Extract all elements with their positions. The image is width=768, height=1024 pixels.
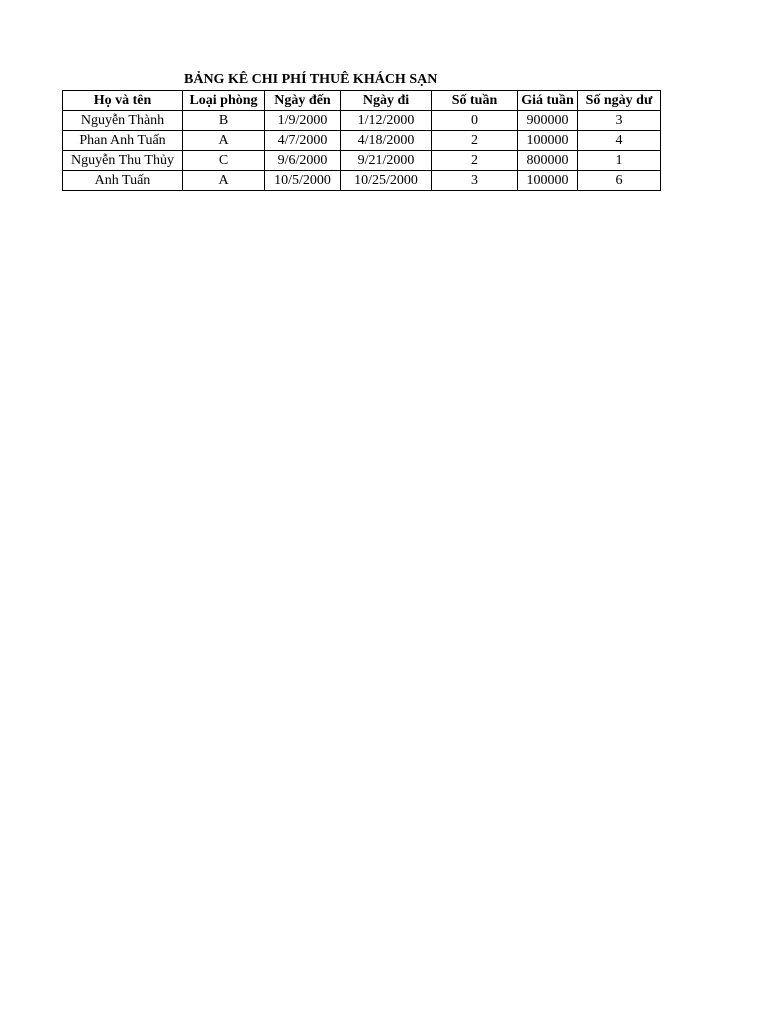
cell-departure-date: 1/12/2000 xyxy=(341,111,432,131)
cell-departure-date: 10/25/2000 xyxy=(341,171,432,191)
cell-weeks: 3 xyxy=(432,171,518,191)
cell-arrival-date: 10/5/2000 xyxy=(265,171,341,191)
cell-extra-days: 6 xyxy=(578,171,661,191)
cell-name: Nguyễn Thu Thủy xyxy=(63,151,183,171)
header-cell-weeks: Số tuần xyxy=(432,91,518,111)
cell-weekly-price: 100000 xyxy=(518,171,578,191)
header-cell-room-type: Loại phòng xyxy=(183,91,265,111)
cell-extra-days: 4 xyxy=(578,131,661,151)
cell-room-type: A xyxy=(183,131,265,151)
header-cell-departure-date: Ngày đi xyxy=(341,91,432,111)
table-row xyxy=(63,151,661,171)
cell-weeks: 0 xyxy=(432,111,518,131)
cell-departure-date: 9/21/2000 xyxy=(341,151,432,171)
cell-weeks: 2 xyxy=(432,151,518,171)
cell-arrival-date: 4/7/2000 xyxy=(265,131,341,151)
cell-room-type: A xyxy=(183,171,265,191)
header-cell-extra-days: Số ngày dư xyxy=(578,91,661,111)
cell-weekly-price: 100000 xyxy=(518,131,578,151)
cell-name: Anh Tuấn xyxy=(63,171,183,191)
header-cell-name: Họ và tên xyxy=(63,91,183,111)
cell-room-type: B xyxy=(183,111,265,131)
cell-arrival-date: 9/6/2000 xyxy=(265,151,341,171)
cell-name: Phan Anh Tuấn xyxy=(63,131,183,151)
cell-name: Nguyễn Thành xyxy=(63,111,183,131)
page-title: BẢNG KÊ CHI PHÍ THUÊ KHÁCH SẠN xyxy=(184,72,438,87)
cell-extra-days: 1 xyxy=(578,151,661,171)
table-row xyxy=(63,131,661,151)
table-row xyxy=(63,111,661,131)
header-cell-arrival-date: Ngày đến xyxy=(265,91,341,111)
table-header-row xyxy=(63,91,661,111)
cell-extra-days: 3 xyxy=(578,111,661,131)
cell-weekly-price: 900000 xyxy=(518,111,578,131)
table-row xyxy=(63,171,661,191)
cell-room-type: C xyxy=(183,151,265,171)
cell-weeks: 2 xyxy=(432,131,518,151)
header-cell-weekly-price: Giá tuần xyxy=(518,91,578,111)
cell-departure-date: 4/18/2000 xyxy=(341,131,432,151)
cell-arrival-date: 1/9/2000 xyxy=(265,111,341,131)
hotel-cost-table xyxy=(62,90,661,191)
cell-weekly-price: 800000 xyxy=(518,151,578,171)
